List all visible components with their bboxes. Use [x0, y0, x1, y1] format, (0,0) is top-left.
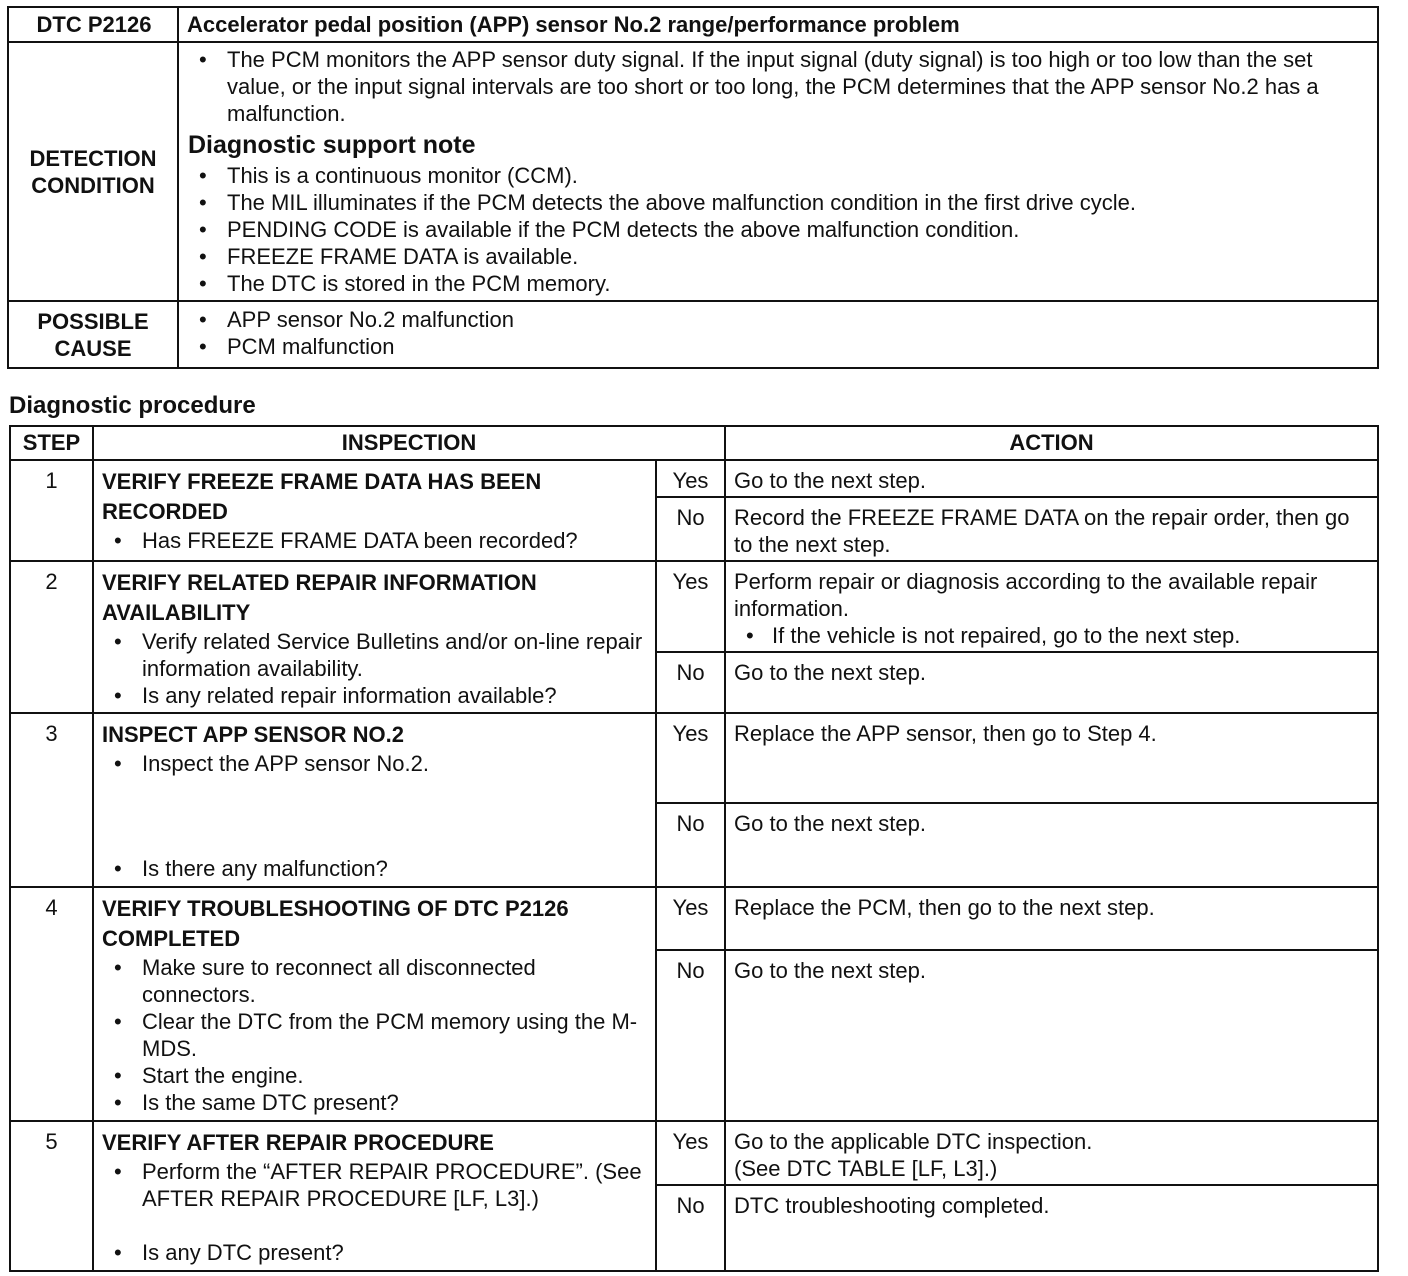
detection-condition-label: DETECTION CONDITION	[8, 42, 178, 301]
step-row	[10, 561, 1378, 652]
step-bullet: • Make sure to reconnect all disconnected connectors.	[102, 954, 649, 1008]
step-question: • Is there any malfunction?	[102, 855, 649, 882]
detection-bullets	[187, 46, 1369, 127]
step-title: VERIFY RELATED REPAIR INFORMATION AVAILABILITY	[102, 570, 537, 625]
yes-action-bullet: • If the vehicle is not repaired, go to the next step.	[734, 622, 1369, 649]
step-title: INSPECT APP SENSOR NO.2	[102, 722, 404, 747]
step-number: 1	[10, 460, 93, 561]
step-inspection	[93, 561, 656, 713]
col-inspection-header: INSPECTION	[93, 426, 725, 460]
yes-label: Yes	[656, 1121, 725, 1185]
step-inspection	[93, 713, 656, 887]
detection-bullet: • The PCM monitors the APP sensor duty signal. If the input signal (duty signal) is too high or too low than the set value, or the input signal intervals are too short or too long, the PCM determines that the APP sensor No.2 has a malfunction.	[187, 46, 1369, 127]
procedure-heading: Diagnostic procedure	[9, 392, 256, 419]
no-label: No	[656, 950, 725, 1121]
step-bullet: • Verify related Service Bulletins and/or on-line repair information availability.	[102, 628, 649, 682]
dtc-code: DTC P2126	[8, 7, 178, 42]
no-label: No	[656, 497, 725, 561]
step-number: 5	[10, 1121, 93, 1271]
step-row	[10, 460, 1378, 497]
yes-action: Replace the PCM, then go to the next step.	[725, 887, 1378, 950]
yes-label: Yes	[656, 460, 725, 497]
dtc-info-table	[7, 6, 1379, 369]
step-number: 3	[10, 713, 93, 887]
step-question: • Is any DTC present?	[102, 1239, 649, 1266]
cause-bullet: • PCM malfunction	[187, 333, 1369, 360]
yes-action: Perform repair or diagnosis according to the available repair information.	[734, 569, 1318, 621]
support-bullet: • FREEZE FRAME DATA is available.	[187, 243, 1369, 270]
support-note-heading: Diagnostic support note	[188, 131, 476, 159]
yes-action: Replace the APP sensor, then go to Step 4.	[725, 713, 1378, 803]
no-label: No	[656, 803, 725, 887]
yes-label: Yes	[656, 887, 725, 950]
yes-action: Go to the next step.	[725, 460, 1378, 497]
step-title: VERIFY AFTER REPAIR PROCEDURE	[102, 1130, 494, 1155]
step-title: VERIFY TROUBLESHOOTING OF DTC P2126 COMPLETED	[102, 896, 569, 951]
support-bullet: • The MIL illuminates if the PCM detects the above malfunction condition in the first drive cycle.	[187, 189, 1369, 216]
possible-cause-label: POSSIBLE CAUSE	[8, 301, 178, 368]
cause-bullet: • APP sensor No.2 malfunction	[187, 306, 1369, 333]
yes-label: Yes	[656, 713, 725, 803]
possible-cause-content	[178, 301, 1378, 368]
step-bullet: • Inspect the APP sensor No.2.	[102, 750, 649, 777]
yes-action-reference: (See DTC TABLE [LF, L3].)	[734, 1156, 998, 1181]
step-row	[10, 1121, 1378, 1185]
yes-label: Yes	[656, 561, 725, 652]
yes-action-cell	[725, 561, 1378, 652]
col-action-header: ACTION	[725, 426, 1378, 460]
no-action: DTC troubleshooting completed.	[725, 1185, 1378, 1271]
step-title: VERIFY FREEZE FRAME DATA HAS BEEN RECORDED	[102, 469, 542, 524]
step-row	[10, 887, 1378, 950]
step-number: 4	[10, 887, 93, 1121]
step-bullet: • Is any related repair information available?	[102, 682, 649, 709]
no-action: Go to the next step.	[725, 803, 1378, 887]
step-bullet: • Clear the DTC from the PCM memory using the M-MDS.	[102, 1008, 649, 1062]
procedure-header-row	[10, 426, 1378, 460]
step-bullet: • Has FREEZE FRAME DATA been recorded?	[102, 527, 649, 554]
support-note-bullets	[187, 162, 1369, 297]
step-inspection	[93, 1121, 656, 1271]
no-action: Record the FREEZE FRAME DATA on the repair order, then go to the next step.	[725, 497, 1378, 561]
yes-action-cell	[725, 1121, 1378, 1185]
support-bullet: • This is a continuous monitor (CCM).	[187, 162, 1369, 189]
no-label: No	[656, 652, 725, 713]
no-action: Go to the next step.	[725, 652, 1378, 713]
no-action: Go to the next step.	[725, 950, 1378, 1121]
step-bullet: • Perform the “AFTER REPAIR PROCEDURE”. (See AFTER REPAIR PROCEDURE [LF, L3].)	[102, 1158, 649, 1212]
dtc-title: Accelerator pedal position (APP) sensor No.2 range/performance problem	[178, 7, 1378, 42]
step-inspection	[93, 460, 656, 561]
step-bullet: • Is the same DTC present?	[102, 1089, 649, 1116]
no-label: No	[656, 1185, 725, 1271]
cause-bullets	[187, 306, 1369, 360]
col-step-header: STEP	[10, 426, 93, 460]
step-number: 2	[10, 561, 93, 713]
step-inspection	[93, 887, 656, 1121]
step-row	[10, 713, 1378, 803]
yes-action: Go to the applicable DTC inspection.	[734, 1129, 1093, 1154]
step-bullet: • Start the engine.	[102, 1062, 649, 1089]
detection-condition-content	[178, 42, 1378, 301]
support-bullet: • PENDING CODE is available if the PCM detects the above malfunction condition.	[187, 216, 1369, 243]
support-bullet: • The DTC is stored in the PCM memory.	[187, 270, 1369, 297]
procedure-table	[9, 425, 1379, 1272]
